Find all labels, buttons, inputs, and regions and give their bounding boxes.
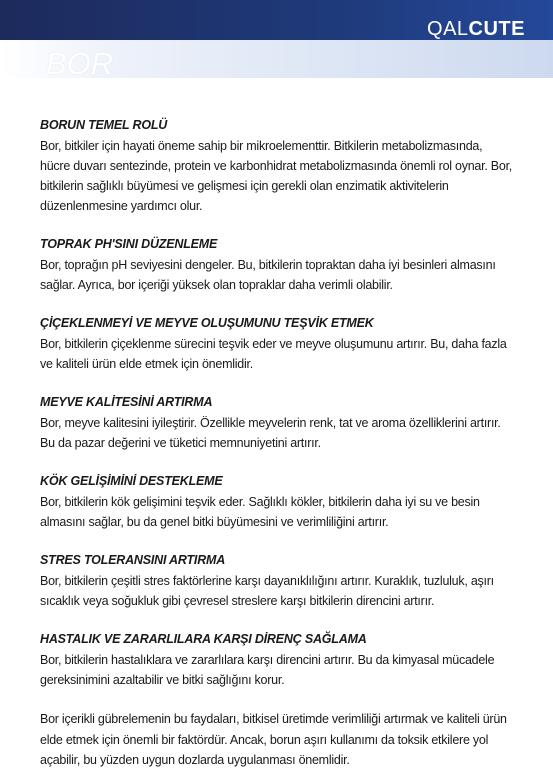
section-fruit-quality	[40, 393, 515, 453]
brand-logo	[427, 18, 525, 40]
section-body: Bor, bitkilerin kök gelişimini teşvik eder. Sağlıklı kökler, bitkilerin daha iyi su ve besin almasını sağlar, bu da genel bitki büyümesini ve verimliliğini artırır.	[40, 495, 480, 529]
section-title: KÖK GELİŞİMİNİ DESTEKLEME	[40, 474, 223, 488]
page-header	[0, 0, 553, 81]
section-flowering	[40, 314, 515, 374]
section-title: MEYVE KALİTESİNİ ARTIRMA	[40, 395, 213, 409]
closing-paragraph: Bor içerikli gübrelemenin bu faydaları, bitkisel üretimde verimliliği artırmak ve kaliteli ürün elde etmek için önemli bir faktördür. Ancak, borun aşırı kullanımı da toksik etkilere yol açabilir, bu yüzden uygun dozlarda uygulanması önemlidir.	[40, 712, 507, 767]
page-title: BOR	[46, 46, 114, 81]
section-title: HASTALIK VE ZARARLILARA KARŞI DİRENÇ SAĞLAMA	[40, 632, 367, 646]
section-body: Bor, toprağın pH seviyesini dengeler. Bu, bitkilerin topraktan daha iyi besinleri almasını sağlar. Ayrıca, bor içeriği yüksek olan topraklar daha verimli olabilir.	[40, 258, 496, 292]
section-title: TOPRAK PH'SINI DÜZENLEME	[40, 237, 218, 251]
section-title: STRES TOLERANSINI ARTIRMA	[40, 553, 226, 567]
section-body: Bor, meyve kalitesini iyileştirir. Özellikle meyvelerin renk, tat ve aroma özelliklerini artırır. Bu da pazar değerini ve tüketici memnuniyetini artırır.	[40, 416, 501, 450]
section-body: Bor, bitkilerin hastalıklara ve zararlılara karşı direncini artırır. Bu da kimyasal mücadele gereksinimini azaltabilir ve bitki sağlığını korur.	[40, 653, 495, 687]
section-body: Bor, bitkilerin çeşitli stres faktörlerine karşı dayanıklılığını artırır. Kuraklık, tuzluluk, aşırı sıcaklık veya soğukluk gibi çevresel streslere karşı bitkilerin direncini artırır.	[40, 574, 494, 608]
section-body: Bor, bitkilerin çiçeklenme sürecini teşvik eder ve meyve oluşumunu artırır. Bu, daha fazla ve kaliteli ürün elde etmek için önemlidir.	[40, 337, 507, 371]
section-disease-resistance	[40, 630, 515, 690]
section-title: BORUN TEMEL ROLÜ	[40, 118, 168, 132]
section-title: ÇİÇEKLENMEYİ VE MEYVE OLUŞUMUNU TEŞVİK ETMEK	[40, 316, 374, 330]
brand-logo-part1: QAL	[427, 18, 469, 40]
section-soil-ph	[40, 235, 515, 295]
brand-logo-part2: CUTE	[468, 18, 525, 40]
section-body: Bor, bitkiler için hayati öneme sahip bir mikroelementtir. Bitkilerin metabolizmasında, hücre duvarı sentezinde, protein ve karbonhidrat metabolizmasında önemli rol oynar. Bor, bitkilerin sağlıklı büyümesi ve gelişmesi için gerekli olan enzimatik aktivitelerin düzenlenmesine yardımcı olur.	[40, 139, 513, 213]
document-body	[40, 116, 515, 771]
section-stress-tolerance	[40, 551, 515, 611]
section-root-development	[40, 472, 515, 532]
section-basic-role	[40, 116, 515, 216]
